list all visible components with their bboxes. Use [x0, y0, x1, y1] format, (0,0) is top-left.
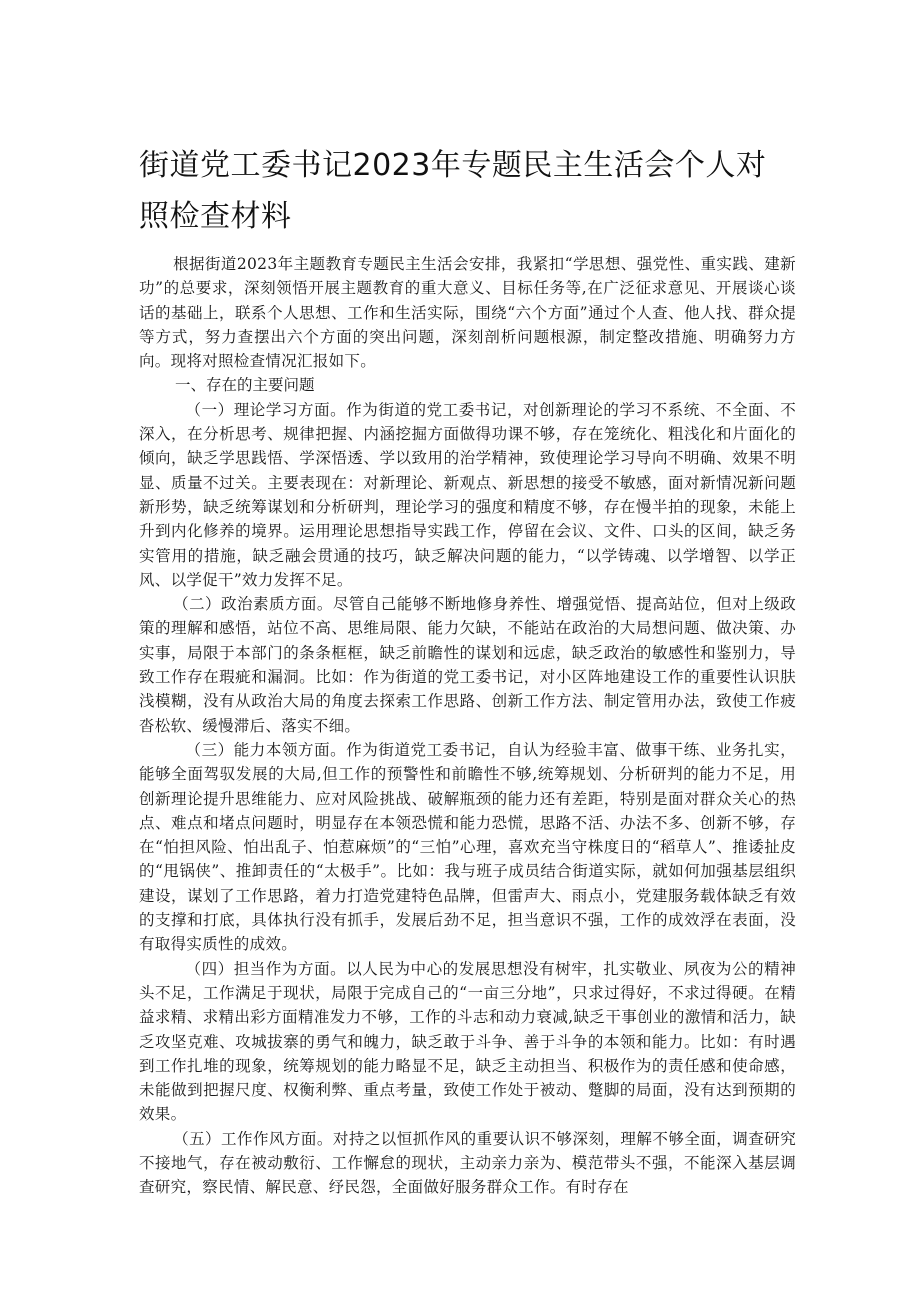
document-page: [139, 140, 796, 1200]
paragraph-responsibility: （四）担当作为方面。以人民为中心的发展思想没有树牢，扎实敬业、夙夜为公的精神头不足，工作满足于现状，局限于完成自己的“一亩三分地”，只求过得好，不求过得硬。在精益求精、求精出彩方面精准发力不够，工作的斗志和动力衰减,缺乏干事创业的激情和活力，缺乏攻坚克难、攻城拔寨的勇气和魄力，缺乏敢于斗争、善于斗争的本领和能力。比如：有时遇到工作扎堆的现象，统筹规划的能力略显不足，缺乏主动担当、积极作为的责任感和使命感，未能做到把握尺度、权衡利弊、重点考量，致使工作处于被动、蹩脚的局面，没有达到预期的效果。: [139, 959, 796, 1124]
section-heading: 一、存在的主要问题: [175, 376, 315, 395]
intro-paragraph: 根据街道2023年主题教育专题民主生活会安排，我紧扣“学思想、强党性、重实践、建新功”的总要求，深刻领悟开展主题教育的重大意义、目标任务等,在广泛征求意见、开展谈心谈话的基础上，联系个人思想、工作和生活实际，围绕“六个方面”通过个人查、他人找、群众提等方式，努力查摆出六个方面的突出问题，深刻剖析问题根源，制定整改措施、明确努力方向。现将对照检查情况汇报如下。: [139, 255, 796, 371]
paragraph-work-style: （五）工作作风方面。对持之以恒抓作风的重要认识不够深刻，理解不够全面，调查研究不接地气，存在被动敷衍、工作懈怠的现状，主动亲力亲为、模范带头不强，不能深入基层调查研究，察民情、解民意、纾民怨，全面做好服务群众工作。有时存在: [139, 1129, 796, 1197]
paragraph-theory-study: （一）理论学习方面。作为街道的党工委书记，对创新理论的学习不系统、不全面、不深入，在分析思考、规律把握、内涵挖掘方面做得功课不够，存在笼统化、粗浅化和片面化的倾向，缺乏学思践悟、学深悟透、学以致用的治学精神，致使理论学习导向不明确、效果不明显、质量不过关。主要表现在：对新理论、新观点、新思想的接受不敏感，面对新情况新问题新形势，缺乏统筹谋划和分析研判，理论学习的强度和精度不够，存在慢半拍的现象，未能上升到内化修养的境界。运用理论思想指导实践工作，停留在会议、文件、口头的区间，缺乏务实管用的措施，缺乏融会贯通的技巧，缺乏解决问题的能力，“以学铸魂、以学增智、以学正风、以学促干”效力发挥不足。: [139, 400, 796, 589]
document-title: 街道党工委书记2023年专题民主生活会个人对照检查材料: [139, 148, 767, 234]
paragraph-ability: （三）能力本领方面。作为街道党工委书记，自认为经验丰富、做事干练、业务扎实，能够全面驾驭发展的大局,但工作的预警性和前瞻性不够,统筹规划、分析研判的能力不足，用创新理论提升思维能力、应对风险挑战、破解瓶颈的能力还有差距，特别是面对群众关心的热点、难点和堵点问题时，明显存在本领恐慌和能力恐慌，思路不活、办法不多、创新不够，存在“怕担风险、怕出乱子、怕惹麻烦”的“三怕”心理，喜欢充当守株度日的“稻草人”、推诿扯皮的“甩锅侠”、推卸责任的“太极手”。比如：我与班子成员结合街道实际，就如何加强基层组织建设，谋划了工作思路，着力打造党建特色品牌，但雷声大、雨点小，党建服务载体缺乏有效的支撑和打底，具体执行没有抓手，发展后劲不足，担当意识不强，工作的成效浮在表面，没有取得实质性的成效。: [139, 740, 796, 954]
paragraph-political-quality: （二）政治素质方面。尽管自己能够不断地修身养性、增强觉悟、提高站位，但对上级政策的理解和感悟，站位不高、思维局限、能力欠缺，不能站在政治的大局想问题、做决策、办实事，局限于本部门的条条框框，缺乏前瞻性的谋划和远虑，缺乏政治的敏感性和鉴别力，导致工作存在瑕疵和漏洞。比如：作为街道的党工委书记，对小区阵地建设工作的重要性认识肤浅模糊，没有从政治大局的角度去探索工作思路、创新工作方法、制定管用办法，致使工作疲沓松软、缓慢滞后、落实不细。: [139, 595, 796, 735]
